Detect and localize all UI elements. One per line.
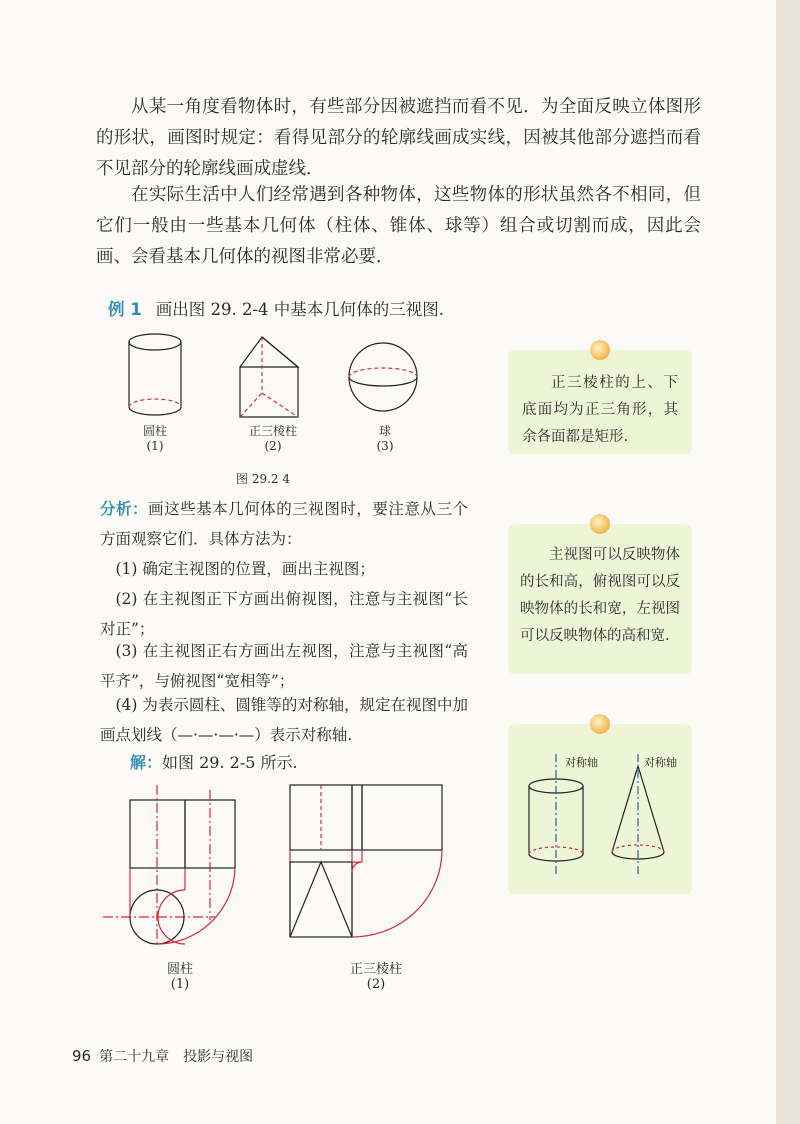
- analysis-step-4: (4) 为表示圆柱、圆锥等的对称轴，规定在视图中加画点划线（—·—·—·—）表示对称轴.: [100, 696, 468, 744]
- side-note-prism-text: 正三棱柱的上、下底面均为正三角形，其余各面都是矩形.: [522, 375, 678, 445]
- analysis-step-3: (3) 在主视图正右方画出左视图，注意与主视图“高平齐”，与俯视图“宽相等”；: [100, 642, 468, 690]
- lightbulb-icon: [590, 514, 610, 534]
- fig-bottom-label-1: 圆柱 (1): [166, 962, 193, 992]
- side-note-prism: [508, 350, 692, 454]
- figure-29-2-4: [110, 325, 440, 430]
- fig-top-label-2: 正三棱柱 (2): [248, 424, 297, 453]
- cylinder-axis-drawing: [529, 754, 583, 876]
- example-label: 例 1: [108, 300, 142, 319]
- cone-axis-drawing: [612, 754, 664, 876]
- example-text: 画出图 29. 2-4 中基本几何体的三视图.: [155, 300, 445, 319]
- fig-top-label-1: 圆柱 (1): [142, 424, 167, 453]
- analysis-step-1: (1) 确定主视图的位置，画出主视图；: [115, 560, 375, 578]
- side-note-views-text: 主视图可以反映物体的长和高，俯视图可以反映物体的长和宽，左视图可以反映物体的高和宽.: [520, 547, 680, 644]
- analysis-step-2: (2) 在主视图正下方画出俯视图，注意与主视图“长对正”；: [100, 590, 468, 638]
- cylinder-drawing: [129, 334, 181, 415]
- chapter-title: 第二十九章 投影与视图: [99, 1049, 254, 1065]
- analysis-intro: 分析：画这些基本几何体的三视图时，要注意从三个方面观察它们．具体方法为：: [100, 500, 468, 548]
- solution-line: 解：如图 29. 2-5 所示.: [130, 753, 298, 772]
- figure-29-2-5-cylinder-views: [95, 785, 255, 960]
- axis-label-right: 对称轴: [644, 756, 677, 769]
- axis-label-left: 对称轴: [565, 756, 598, 769]
- figure-29-2-5-prism-views: [280, 782, 445, 942]
- sphere-drawing: [349, 343, 417, 411]
- figure-caption: 图 29.2 4: [236, 472, 290, 486]
- axis-illustration: [508, 724, 692, 894]
- side-note-axis: [508, 724, 692, 894]
- page-edge-shadow: [776, 0, 800, 1124]
- lightbulb-icon: [590, 340, 610, 360]
- page-number: 96: [72, 1047, 92, 1065]
- paragraph-visibility-rule: 从某一角度看物体时，有些部分因被遮挡而看不见．为全面反映立体图形的形状，画图时规定：看得见部分的轮廓线画成实线，因被其他部分遮挡而看不见部分的轮廓线画成虚线．: [96, 97, 701, 179]
- fig-top-label-3: 球 (3): [376, 424, 394, 453]
- side-note-views: [508, 524, 692, 674]
- example-heading: [108, 296, 444, 320]
- fig-bottom-label-2: 正三棱柱 (2): [349, 962, 402, 992]
- paragraph-basic-solids: 在实际生活中人们经常遇到各种物体，这些物体的形状虽然各不相同，但它们一般由一些基本几何体（柱体、锥体、球等）组合或切割而成，因此会画、会看基本几何体的视图非常必要．: [96, 185, 701, 267]
- page-footer: [72, 1046, 253, 1066]
- triangular-prism-drawing: [240, 337, 298, 417]
